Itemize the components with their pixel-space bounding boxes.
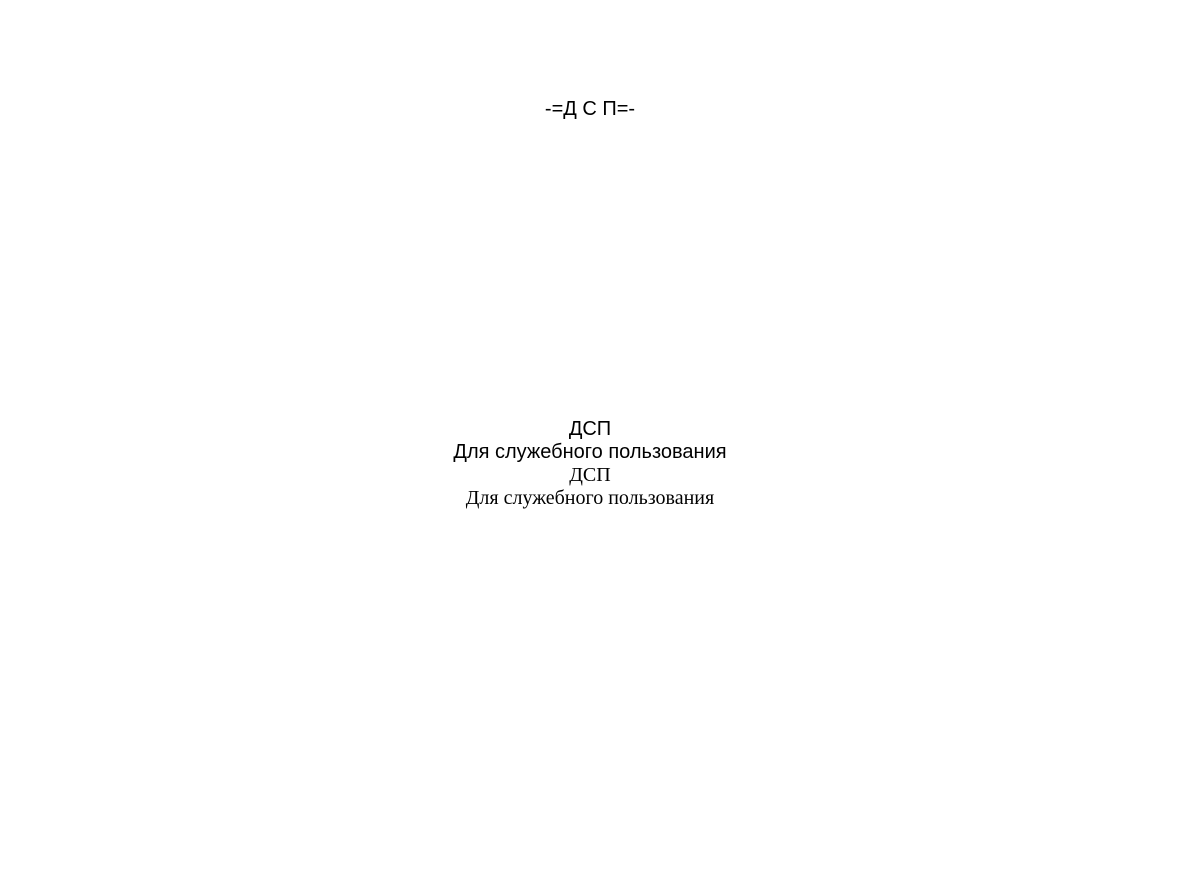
- serif-full-text: Для служебного пользования: [465, 487, 715, 509]
- sans-abbreviation: ДСП: [568, 418, 612, 440]
- classification-text-block: [0, 418, 1180, 510]
- serif-abbreviation: ДСП: [569, 464, 611, 486]
- sans-full-text: Для служебного пользования: [453, 441, 727, 463]
- header-classification-mark: -=Д С П=-: [544, 98, 636, 120]
